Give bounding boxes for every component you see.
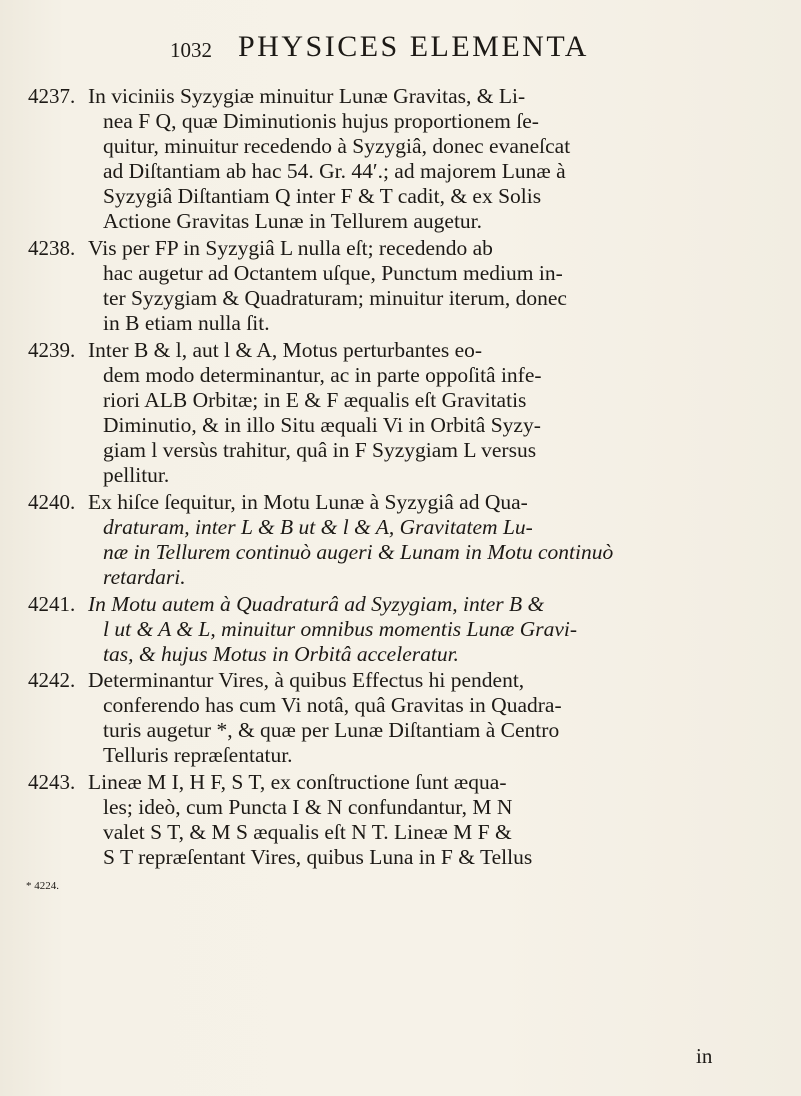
text-line: tas, & hujus Motus in Orbitâ acceleratur.	[103, 642, 459, 666]
paragraph-number: 4239.	[28, 338, 76, 362]
text-line: Diminutio, & in illo Situ æquali Vi in Orbitâ Syzy-	[103, 413, 541, 437]
page-header	[170, 30, 730, 70]
text-line: Inter B & l, aut l & A, Motus perturbantes eo-	[88, 338, 483, 362]
paragraph-number: 4237.	[28, 84, 76, 108]
text-line: Actione Gravitas Lunæ in Tellurem augetur.	[103, 209, 483, 233]
page-number: 1032	[170, 38, 212, 62]
text-line: les; ideò, cum Puncta I & N confundantur, M N	[103, 795, 513, 819]
paragraph-number: 4242.	[28, 668, 76, 692]
paragraph-number: 4238.	[28, 236, 76, 260]
text-line: Lineæ M I, H F, S T, ex conſtructione ſunt æqua-	[88, 770, 507, 794]
text-line: Ex hiſce ſequitur, in Motu Lunæ à Syzygiâ ad Qua-	[88, 490, 528, 514]
text-line: retardari.	[103, 565, 186, 589]
text-line: l ut & A & L, minuitur omnibus momentis Lunæ Gravi-	[103, 617, 578, 641]
text-line: Vis per FP in Syzygiâ L nulla eſt; recedendo ab	[88, 236, 493, 260]
text-line: quitur, minuitur recedendo à Syzygiâ, donec evaneſcat	[103, 134, 571, 158]
text-line: draturam, inter L & B ut & l & A, Gravitatem Lu-	[103, 515, 533, 539]
text-line: in B etiam nulla ſit.	[103, 311, 270, 335]
paragraph-number: 4240.	[28, 490, 76, 514]
text-line: hac augetur ad Octantem uſque, Punctum medium in-	[103, 261, 563, 285]
text-line: nea F Q, quæ Diminutionis hujus proportionem ſe-	[103, 109, 539, 133]
text-line: Telluris repræſentatur.	[103, 743, 293, 767]
text-line: næ in Tellurem continuò augeri & Lunam in Motu continuò	[103, 540, 614, 564]
margin-reference: * 4224.	[26, 880, 59, 892]
catchword: in	[696, 1044, 713, 1068]
text-line: ter Syzygiam & Quadraturam; minuitur iterum, donec	[103, 286, 567, 310]
paragraph-number: 4243.	[28, 770, 76, 794]
paragraph-number: 4241.	[28, 592, 76, 616]
text-line: riori ALB Orbitæ; in E & F æqualis eſt Gravitatis	[103, 388, 527, 412]
text-line: In viciniis Syzygiæ minuitur Lunæ Gravitas, & Li-	[88, 84, 526, 108]
text-line: ad Diſtantiam ab hac 54. Gr. 44′.; ad majorem Lunæ à	[103, 159, 566, 183]
text-line: Determinantur Vires, à quibus Effectus hi pendent,	[88, 668, 525, 692]
text-line: giam l versùs trahitur, quâ in F Syzygiam L versus	[103, 438, 537, 462]
text-line: S T repræſentant Vires, quibus Luna in F & Tellus	[103, 845, 533, 869]
running-title: PHYSICES ELEMENTA	[238, 30, 589, 63]
text-line: conferendo has cum Vi notâ, quâ Gravitas in Quadra-	[103, 693, 562, 717]
text-line: In Motu autem à Quadraturâ ad Syzygiam, inter B &	[88, 592, 545, 616]
text-line: dem modo determinantur, ac in parte oppoſitâ infe-	[103, 363, 542, 387]
text-line: turis augetur *, & quæ per Lunæ Diſtantiam à Centro	[103, 718, 560, 742]
text-line: Syzygiâ Diſtantiam Q inter F & T cadit, & ex Solis	[103, 184, 542, 208]
text-line: valet S T, & M S æqualis eſt N T. Lineæ M F &	[103, 820, 512, 844]
text-line: pellitur.	[103, 463, 170, 487]
